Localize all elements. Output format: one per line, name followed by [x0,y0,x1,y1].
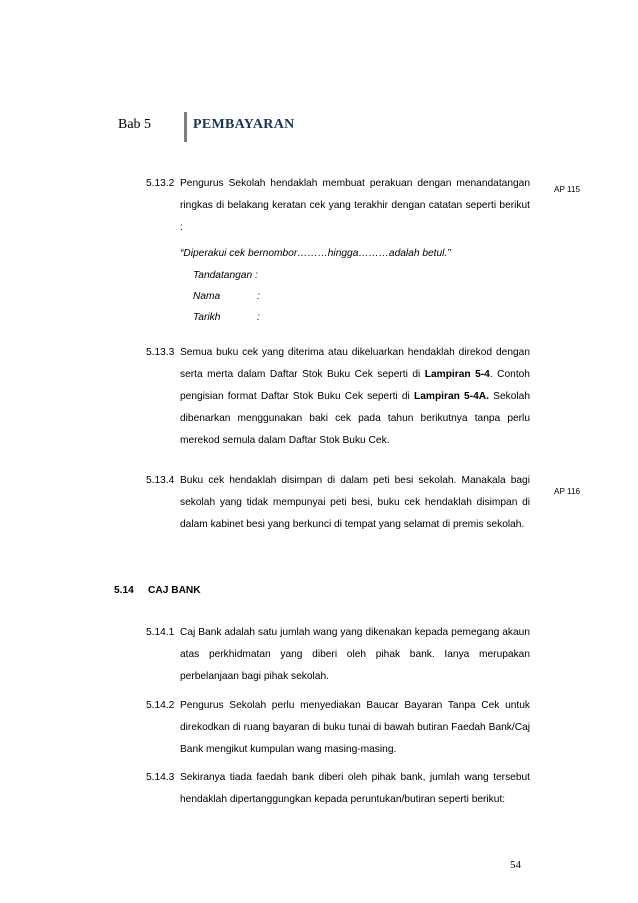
name-colon: : [257,291,260,302]
section-number: 5.14 [114,585,134,596]
signature-label: Tandatangan : [193,270,258,281]
clause-text-5-14-3: Sekiranya tiada faedah bank diberi oleh pihak bank, jumlah wang tersebut hendaklah dipertanggungkan kepada peruntukan/butiran seperti berikut: [180,772,530,805]
clause-text-5-13-3-part-a: Semua buku cek yang diterima atau dikeluarkan hendaklah direkod dengan serta merta dalam Daftar Stok Buku Cek seperti di [180,347,530,380]
name-label: Nama [193,291,221,302]
certification-quote: “Diperakui cek bernombor………hingga………adalah betul.” [180,248,451,259]
clause-number-5-13-4: 5.13.4 [146,475,175,486]
clause-text-5-13-2: Pengurus Sekolah hendaklah membuat perakuan dengan menandatangan ringkas di belakang keratan cek yang terakhir dengan catatan seperti berikut : [180,178,530,233]
header-divider [184,112,187,142]
clause-text-5-14-2: Pengurus Sekolah perlu menyediakan Baucar Bayaran Tanpa Cek untuk direkodkan di ruang bayaran di buku tunai di bawah butiran Faedah Bank/Caj Bank mengikut kumpulan wang masing-masing. [180,700,530,755]
clause-number-5-13-3: 5.13.3 [146,347,175,358]
clause-text-5-13-3-part-b: . Contoh pengisian format Daftar Stok Buku Cek seperti di [180,369,530,402]
clause-text-5-13-4: Buku cek hendaklah disimpan di dalam peti besi sekolah. Manakala bagi sekolah yang tidak mempunyai peti besi, buku cek hendaklah disimpan di dalam kabinet besi yang berkunci di tempat yang selamat di premis sekolah. [180,475,530,530]
clause-number-5-13-2: 5.13.2 [146,178,175,189]
appendix-ref-5-4a: Lampiran 5-4A. [414,391,489,402]
page-number: 54 [510,859,521,871]
clause-text-5-14-1: Caj Bank adalah satu jumlah wang yang dikenakan kepada pemegang akaun atas perkhidmatan yang diberi oleh pihak bank. Ianya merupakan perbelanjaan bagi pihak sekolah. [180,627,530,682]
clause-text-5-13-3-part-c: Sekolah dibenarkan menggunakan baki cek pada tahun berikutnya tanpa perlu merekod semula dalam Daftar Stok Buku Cek. [180,391,530,446]
clause-number-5-14-3: 5.14.3 [146,772,175,783]
chapter-title: PEMBAYARAN [193,117,295,132]
section-title: CAJ BANK [148,585,201,596]
reference-ap-116: AP 116 [554,487,581,496]
appendix-ref-5-4: Lampiran 5-4 [424,369,490,380]
date-colon: : [257,312,260,323]
clause-number-5-14-1: 5.14.1 [146,627,175,638]
reference-ap-115: AP 115 [554,185,581,194]
signature-line [193,270,258,281]
clause-number-5-14-2: 5.14.2 [146,700,175,711]
date-label: Tarikh [193,312,221,323]
date-line [193,312,260,323]
name-line [193,291,260,302]
clause-text-5-13-3 [180,342,530,452]
chapter-number: Bab 5 [118,117,152,132]
